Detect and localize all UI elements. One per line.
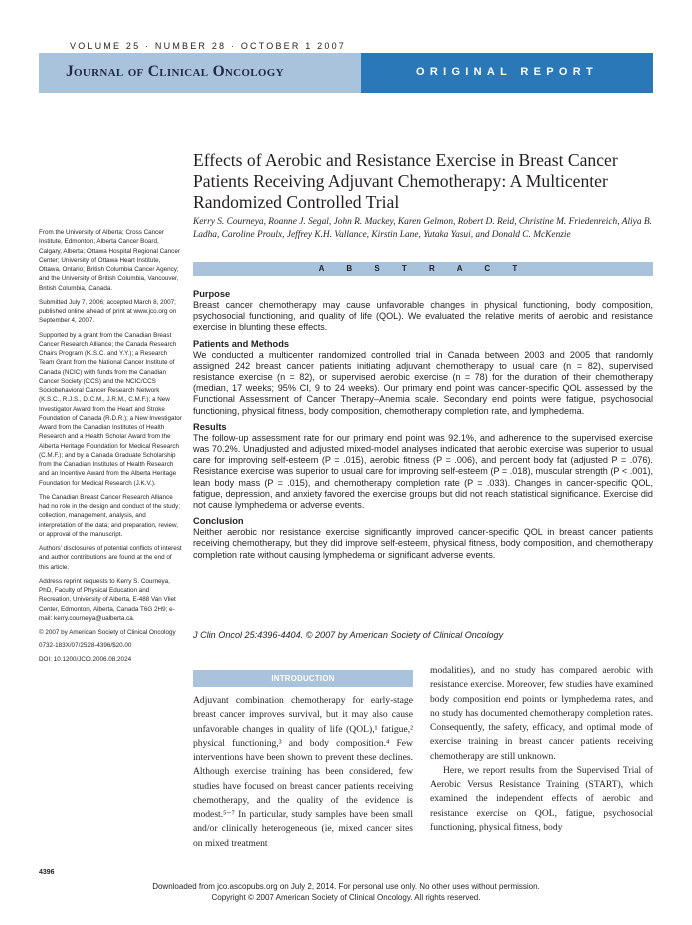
body-column-right xyxy=(430,664,653,835)
intro-paragraph-2: Here, we report results from the Supervised Trial of Aerobic Versus Resistance Training (START), which examined the independent effects of aerobic and resistance exercise on QOL, fatigue, psychosocial functioning, physical fitness, body xyxy=(430,764,653,833)
volume-line: VOLUME 25 · NUMBER 28 · OCTOBER 1 2007 xyxy=(70,41,346,51)
introduction-heading: INTRODUCTION xyxy=(271,674,335,683)
reprint-address: Address reprint requests to Kerry S. Courneya, PhD, Faculty of Physical Education and Recreation, University of Alberta, E-488 Van Vliet Center, Edmonton, Alberta, Canada T6G 2H9; e-mail: kerry.courneya@ualberta.ca. xyxy=(39,577,176,622)
copyright-footer: Copyright © 2007 American Society of Clinical Oncology. All rights reserved. xyxy=(211,892,481,902)
report-type-label: ORIGINAL REPORT xyxy=(416,66,598,78)
intro-paragraph-1: Adjuvant combination chemotherapy for early-stage breast cancer improves survival, but it may also cause unfavorable changes in quality of life (QOL),¹ fatigue,² physical functioning,³ and body composition.⁴ Few interventions have been shown to prevent these declines. Although exercise training has been considered, few studies have focused on breast cancer patients receiving chemotherapy, and the quality of the evidence is modest.⁵⁻⁷ In particular, study samples have been small and/or clinically heterogeneous (ie, mixed cancer sites on mixed treatment xyxy=(193,695,413,849)
author-list: Kerry S. Courneya, Roanne J. Segal, John R. Mackey, Karen Gelmon, Robert D. Reid, Christine M. Friedenreich, Aliya B. Ladha, Caroline Proulx, Jeffrey K.H. Vallance, Kirstin Lane, Yutaka Yasui, and Donald C. McKenzie xyxy=(193,217,652,240)
download-footer xyxy=(0,882,692,903)
page-number: 4396 xyxy=(39,869,55,876)
doi: DOI: 10.1200/JCO.2006.08.2024 xyxy=(39,655,132,663)
purpose-text: Breast cancer chemotherapy may cause unfavorable changes in physical functioning, body composition, psychosocial functioning, and quality of life (QOL). We evaluated the relative merits of aerobic and resistance exercise in blunting these effects. xyxy=(193,300,653,333)
disclosures-note: Authors' disclosures of potential conflicts of interest and author contributions are found at the end of this article. xyxy=(39,545,182,571)
methods-heading: Patients and Methods xyxy=(193,338,290,349)
article-title: Effects of Aerobic and Resistance Exercise in Breast Cancer Patients Receiving Adjuvant Chemotherapy: A Multicenter Randomized Controlled Trial xyxy=(193,150,618,212)
journal-title: Journal of Clinical Oncology xyxy=(66,63,284,80)
funder-role-statement: The Canadian Breast Cancer Research Alliance had no role in the design and conduct of the study; collection, management, analysis, and interpretation of the data; and preparation, review, or approval of the manuscript. xyxy=(39,493,181,538)
abstract-label: A B S T R A C T xyxy=(318,264,528,273)
purpose-heading: Purpose xyxy=(193,289,231,299)
funding-statement: Supported by a grant from the Canadian Breast Cancer Research Alliance; the Canada Research Chairs Program (K.S.C. and Y.Y.); a Research Team Grant from the National Cancer Institute of Canada (NCIC) with funds from the Canadian Cancer Society (CCS) and the NCIC/CCS Sociobehavioral Cancer Research Network (K.S.C., R.J.S., D.C.M., J.R.M., C.M.F.); a New Investigator Award from the Heart and Stroke Foundation of Canada (R.D.R.); a New Investigator Award from the Canadian Institutes of Health Research and a Health Scholar Award from the Alberta Heritage Foundation for Medical Research (C.M.F.); and by a Canada Graduate Scholarship from the Canadian Institutes of Health Research and an Incentive Award from the Alberta Heritage Foundation for Medical Research (J.K.V.). xyxy=(39,331,182,487)
results-heading: Results xyxy=(193,421,227,432)
citation-line: J Clin Oncol 25:4396-4404. © 2007 by American Society of Clinical Oncology xyxy=(193,630,504,640)
conclusion-heading: Conclusion xyxy=(193,516,244,527)
download-notice: Downloaded from jco.ascopubs.org on July 2, 2014. For personal use only. No other uses without permission. xyxy=(152,882,540,891)
abstract-body xyxy=(193,288,653,565)
methods-text: We conducted a multicenter randomized controlled trial in Canada between 2003 and 2005 that randomly assigned 242 breast cancer patients initiating adjuvant chemotherapy to usual care (n = 82), supervised resistance exercise (n = 82), or supervised aerobic exercise (n = 78) for the duration of their chemotherapy (median, 17 weeks; 95% CI, 9 to 24 weeks). Our primary end point was cancer-specific QOL assessed by the Functional Assessment of Cancer Therapy–Anemia scale. Secondary end points were fatigue, psychosocial functioning, physical fitness, body composition, chemotherapy completion rate, and lymphedema. xyxy=(193,349,653,416)
sidebar-notes xyxy=(39,228,182,669)
copyright-note: © 2007 by American Society of Clinical Oncology xyxy=(39,629,176,636)
body-column-left xyxy=(193,694,413,851)
conclusion-text: Neither aerobic nor resistance exercise significantly improved cancer-specific QOL in breast cancer patients receiving chemotherapy, but they did improve self-esteem, physical fitness, body composition, and chemotherapy completion rate without causing lymphedema or significant adverse events. xyxy=(193,527,653,560)
results-text: The follow-up assessment rate for our primary end point was 92.1%, and adherence to the supervised exercise was 70.2%. Unadjusted and adjusted mixed-model analyses indicated that aerobic exercise was superior to usual care for improving self-esteem (P = .015), aerobic fitness (P = .006), and percent body fat (adjusted P = .076). Resistance exercise was superior to usual care for improving self-esteem (P = .018), muscular strength (P < .001), lean body mass (P = .015), and chemotherapy completion rate (P = .033). Changes in cancer-specific QOL, fatigue, depression, and anxiety favored the exercise groups but did not reach statistical significance. Exercise did not cause lymphedema or adverse events. xyxy=(193,432,653,511)
issn: 0732-183X/07/2528-4396/$20.00 xyxy=(39,642,132,650)
intro-paragraph-1-continued: modalities), and no study has compared aerobic with resistance exercise. Moreover, few studies have examined body composition end points or lymphedema rates, and no study has documented chemotherapy completion rates. Consequently, the safety, efficacy, and optimal mode of exercise training in breast cancer patients receiving chemotherapy are still unknown. xyxy=(430,665,653,762)
submission-dates: Submitted July 7, 2006; accepted March 8, 2007; published online ahead of print at www.jco.org on September 4, 2007. xyxy=(39,298,177,325)
affiliations: From the University of Alberta; Cross Cancer Institute, Edmonton; Alberta Cancer Board, Calgary, Alberta; Ottawa Hospital Regional Cancer Center; University of Ottawa Heart Institute, Ottawa, Ontario; British Columbia Cancer Agency; and the University of British Columbia, Vancouver, British Columbia, Canada. xyxy=(39,229,180,292)
